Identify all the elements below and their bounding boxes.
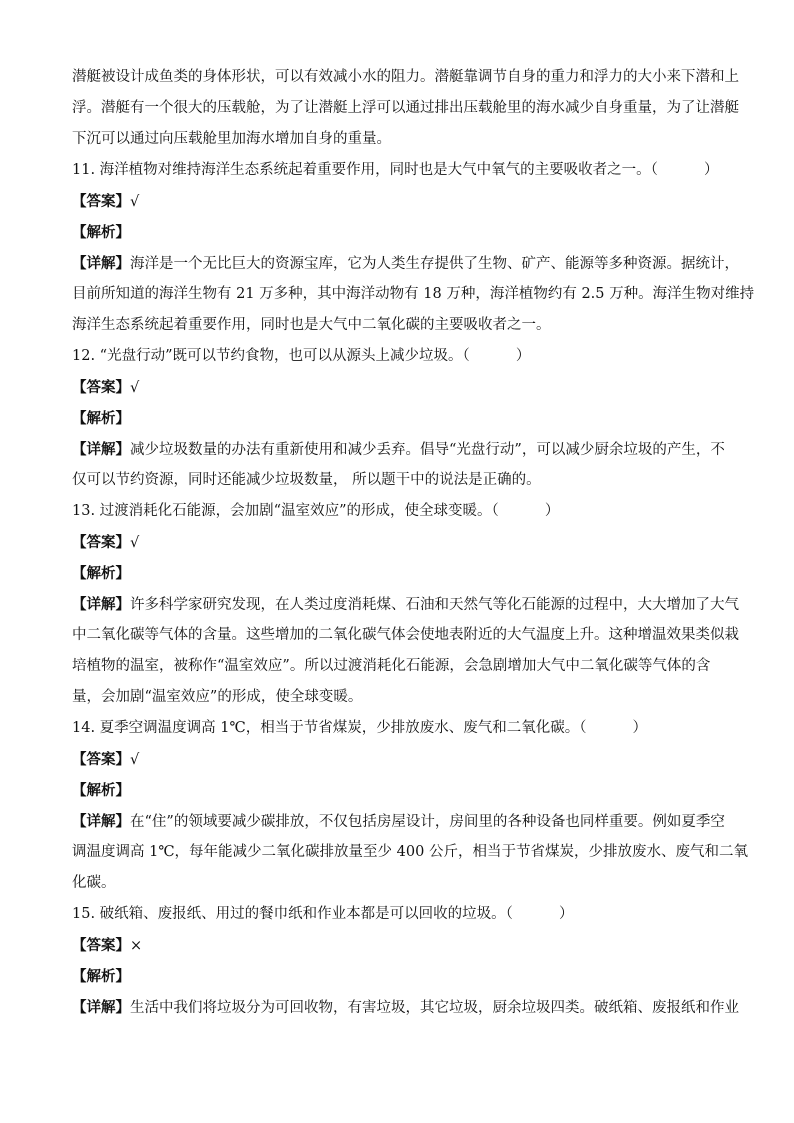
question-line <box>72 155 718 186</box>
answer-label: 【答案】 <box>72 937 130 954</box>
line-text: 仅可以节约资源，同时还能减少垃圾数量， 所以题干中的说法是正确的。 <box>72 472 541 488</box>
answer-line <box>72 930 718 961</box>
line-text: 【解析】 <box>72 968 130 985</box>
paragraph-line <box>72 651 718 682</box>
detail-label: 【详解】 <box>72 441 130 458</box>
detail-line <box>72 434 725 465</box>
paragraph-line <box>72 310 718 341</box>
line-text: 培植物的温室，被称作“温室效应”。所以过渡消耗化石能源，会急剧增加大气中二氧化碳等气体的含 <box>72 658 711 674</box>
detail-label: 【详解】 <box>72 255 130 272</box>
detail-label: 【详解】 <box>72 596 130 613</box>
paragraph-line <box>72 465 718 496</box>
line-text: 【解析】 <box>72 410 130 427</box>
line-text: 【解析】 <box>72 224 130 241</box>
paragraph-line <box>72 682 718 713</box>
detail-line <box>72 589 739 620</box>
line-text: 化碳。 <box>72 875 116 891</box>
paragraph-line <box>72 62 739 93</box>
line-text: 许多科学家研究发现，在人类过度消耗煤、石油和天然气等化石能源的过程中，大大增加了大气 <box>130 597 739 613</box>
analysis-heading <box>72 403 718 434</box>
answer-label: 【答案】 <box>72 379 130 396</box>
line-text: 在“住”的领域要减少碳排放，不仅包括房屋设计，房间里的各种设备也同样重要。例如夏季空 <box>130 814 725 830</box>
line-text: 海洋是一个无比巨大的资源宝库，它为人类生存提供了生物、矿产、能源等多种资源。据统计， <box>130 256 739 272</box>
analysis-heading <box>72 217 718 248</box>
line-text: 海洋生态系统起着重要作用，同时也是大气中二氧化碳的主要吸收者之一。 <box>72 317 551 333</box>
answer-line <box>72 186 718 217</box>
line-text: 13. 过渡消耗化石能源，会加剧“温室效应”的形成，使全球变暖。（ ） <box>72 503 560 519</box>
detail-line <box>72 248 739 279</box>
answer-line <box>72 527 718 558</box>
paragraph-line <box>72 93 739 124</box>
line-text: 量，会加剧“温室效应”的形成，使全球变暖。 <box>72 689 363 705</box>
question-line <box>72 899 718 930</box>
line-text: 【解析】 <box>72 782 130 799</box>
line-text: 14. 夏季空调温度调高 1℃，相当于节省煤炭，少排放废水、废气和二氧化碳。（ ） <box>72 720 648 736</box>
detail-line <box>72 992 739 1023</box>
detail-label: 【详解】 <box>72 813 130 830</box>
paragraph-line <box>72 279 755 310</box>
answer-line <box>72 372 718 403</box>
line-text: 中二氧化碳等气体的含量。这些增加的二氧化碳气体会使地表附近的大气温度上升。这种增温效果类似栽 <box>72 627 739 643</box>
answer-value: × <box>130 938 143 954</box>
detail-line <box>72 806 725 837</box>
answer-value: √ <box>130 194 140 210</box>
line-text: 调温度调高 1℃，每年能减少二氧化碳排放量至少 400 公斤，相当于节省煤炭，少排放废水、废气和二氧 <box>72 844 748 860</box>
paragraph-line <box>72 868 718 899</box>
analysis-heading <box>72 961 718 992</box>
answer-label: 【答案】 <box>72 751 130 768</box>
line-text: 【解析】 <box>72 565 130 582</box>
line-text: 11. 海洋植物对维持海洋生态系统起着重要作用，同时也是大气中氧气的主要吸收者之一。（ ） <box>72 162 719 178</box>
analysis-heading <box>72 558 718 589</box>
answer-label: 【答案】 <box>72 193 130 210</box>
line-text: 目前所知道的海洋生物有 21 万多种，其中海洋动物有 18 万种，海洋植物约有 2.5 万种。海洋生物对维持 <box>72 286 755 302</box>
paragraph-line <box>72 837 748 868</box>
question-line <box>72 496 718 527</box>
detail-label: 【详解】 <box>72 999 130 1016</box>
line-text: 15. 破纸箱、废报纸、用过的餐巾纸和作业本都是可以回收的垃圾。（ ） <box>72 906 574 922</box>
answer-value: √ <box>130 380 140 396</box>
answer-line <box>72 744 718 775</box>
line-text: 浮。潜艇有一个很大的压载舱，为了让潜艇上浮可以通过排出压载舱里的海水减少自身重量，为了让潜艇 <box>72 100 739 116</box>
line-text: 12. “光盘行动”既可以节约食物，也可以从源头上减少垃圾。（ ） <box>72 348 531 364</box>
line-text: 潜艇被设计成鱼类的身体形状，可以有效减小水的阻力。潜艇靠调节自身的重力和浮力的大小来下潜和上 <box>72 69 739 85</box>
question-line <box>72 341 718 372</box>
analysis-heading <box>72 775 718 806</box>
paragraph-line <box>72 124 718 155</box>
question-line <box>72 713 718 744</box>
line-text: 下沉可以通过向压载舱里加海水增加自身的重量。 <box>72 131 391 147</box>
answer-label: 【答案】 <box>72 534 130 551</box>
line-text: 减少垃圾数量的办法有重新使用和减少丢弃。倡导“光盘行动”，可以减少厨余垃圾的产生，不 <box>130 442 725 458</box>
answer-value: √ <box>130 535 140 551</box>
answer-value: √ <box>130 752 140 768</box>
document-body <box>72 62 755 1023</box>
line-text: 生活中我们将垃圾分为可回收物，有害垃圾，其它垃圾，厨余垃圾四类。破纸箱、废报纸和作业 <box>130 1000 739 1016</box>
paragraph-line <box>72 620 739 651</box>
